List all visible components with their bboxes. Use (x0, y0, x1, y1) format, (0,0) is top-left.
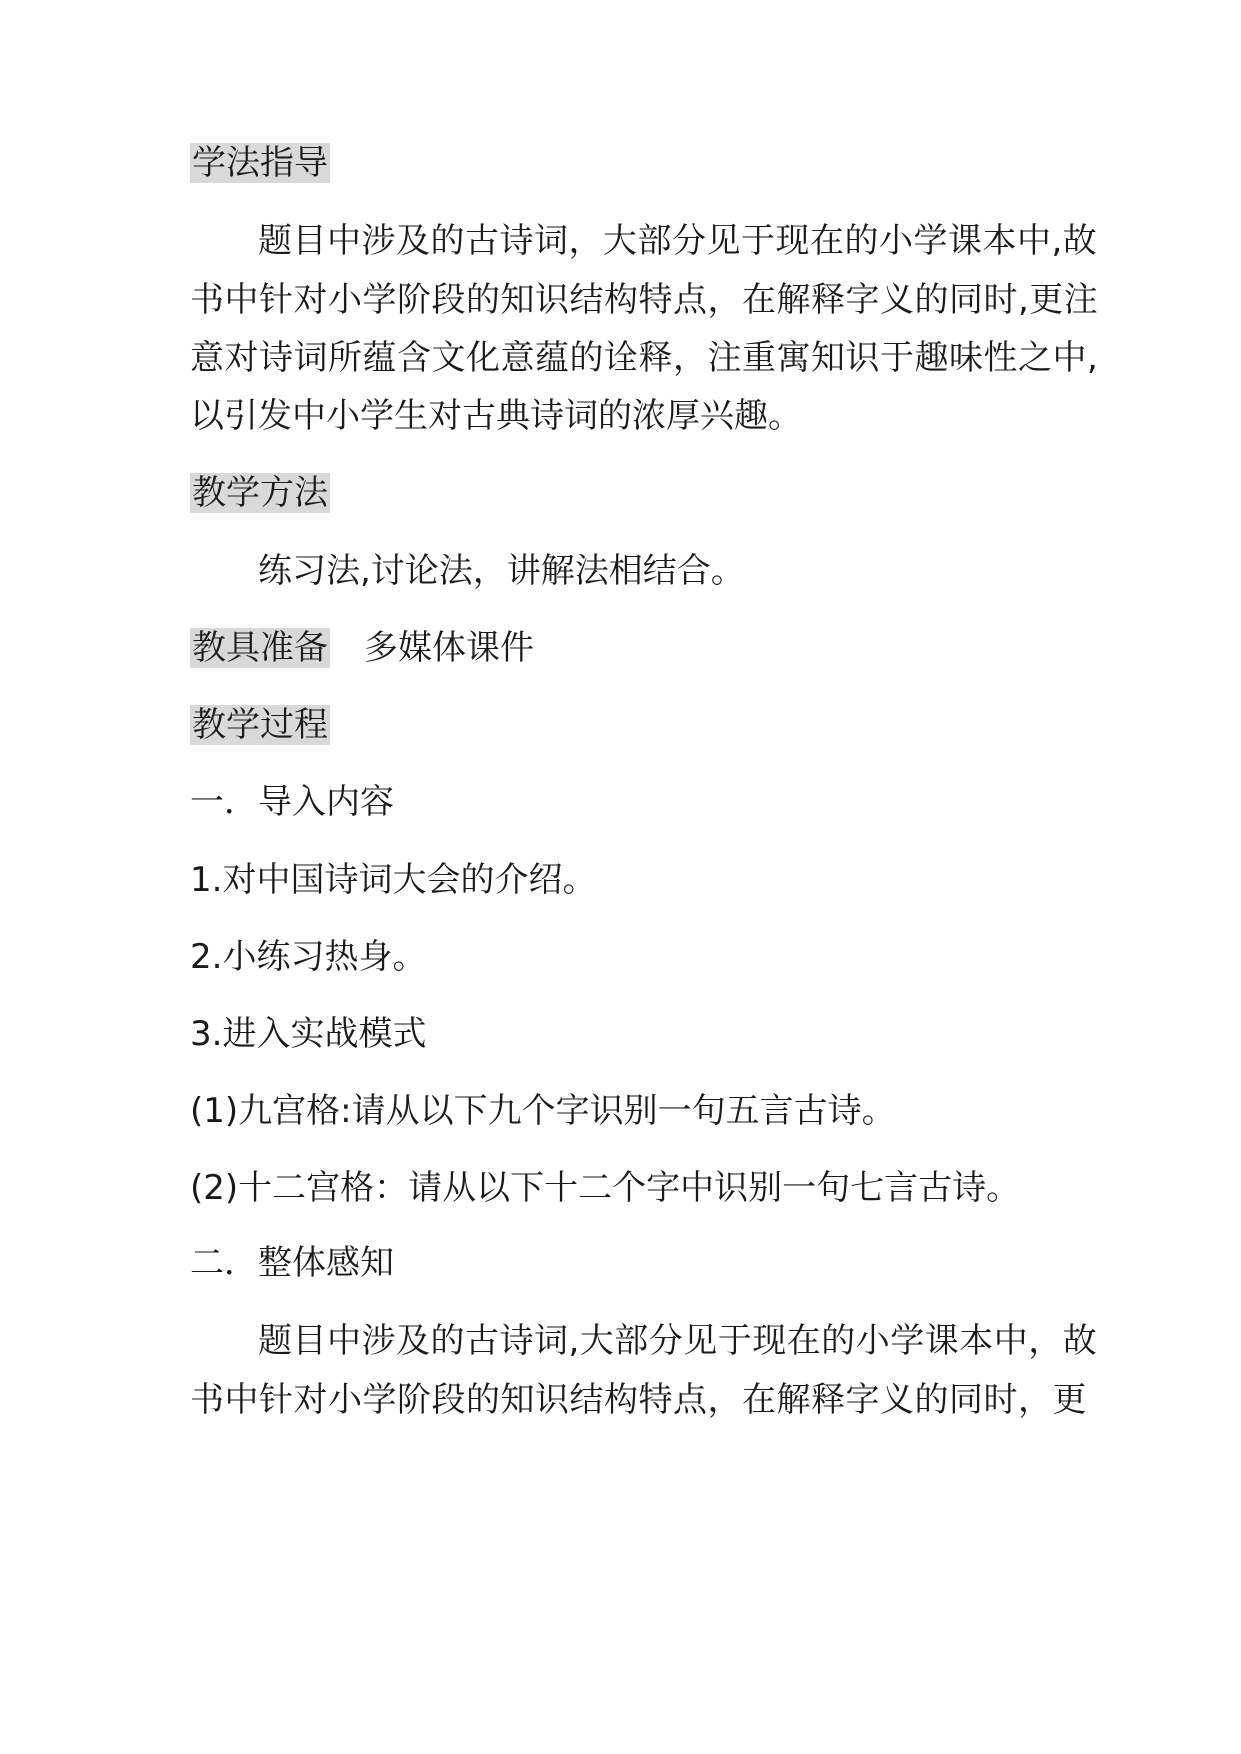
teaching-aids-row (190, 625, 1060, 671)
heading-highlight: 学法指导 (192, 143, 328, 183)
study-guide-line-4: 以引发中小学生对古典诗词的浓厚兴趣。 (190, 396, 802, 436)
part-two-title: 二．整体感知 (190, 1243, 394, 1283)
list-item: 2.小练习热身。 (190, 937, 427, 977)
heading-highlight: 教学方法 (192, 473, 328, 513)
heading-highlight: 教学过程 (192, 705, 328, 745)
list-item: 1.对中国诗词大会的介绍。 (190, 860, 597, 900)
teaching-aids-text: 多媒体课件 (364, 628, 534, 668)
teaching-process-heading (190, 702, 1060, 748)
study-guide-heading (190, 140, 1060, 186)
list-item: 3.进入实战模式 (190, 1014, 427, 1054)
study-guide-line-1: 题目中涉及的古诗词，大部分见于现在的小学课本中,故 (258, 221, 1098, 261)
study-guide-line-2: 书中针对小学阶段的知识结构特点，在解释字义的同时,更注 (190, 280, 1099, 320)
study-guide-line-3: 意对诗词所蕴含文化意蕴的诠释，注重寓知识于趣味性之中, (190, 338, 1099, 378)
list-item: (1)九宫格:请从以下九个字识别一句五言古诗。 (190, 1091, 896, 1131)
part-two-line-1: 题目中涉及的古诗词,大部分见于现在的小学课本中，故 (258, 1321, 1098, 1361)
teaching-method-heading (190, 470, 1060, 516)
teaching-method-text: 练习法,讨论法，讲解法相结合。 (258, 551, 745, 591)
teaching-aids-heading: 教具准备 (192, 628, 328, 668)
list-item: (2)十二宫格：请从以下十二个字中识别一句七言古诗。 (190, 1168, 1021, 1208)
part-two-line-2: 书中针对小学阶段的知识结构特点，在解释字义的同时，更 (190, 1380, 1087, 1420)
part-one-title: 一．导入内容 (190, 782, 394, 822)
